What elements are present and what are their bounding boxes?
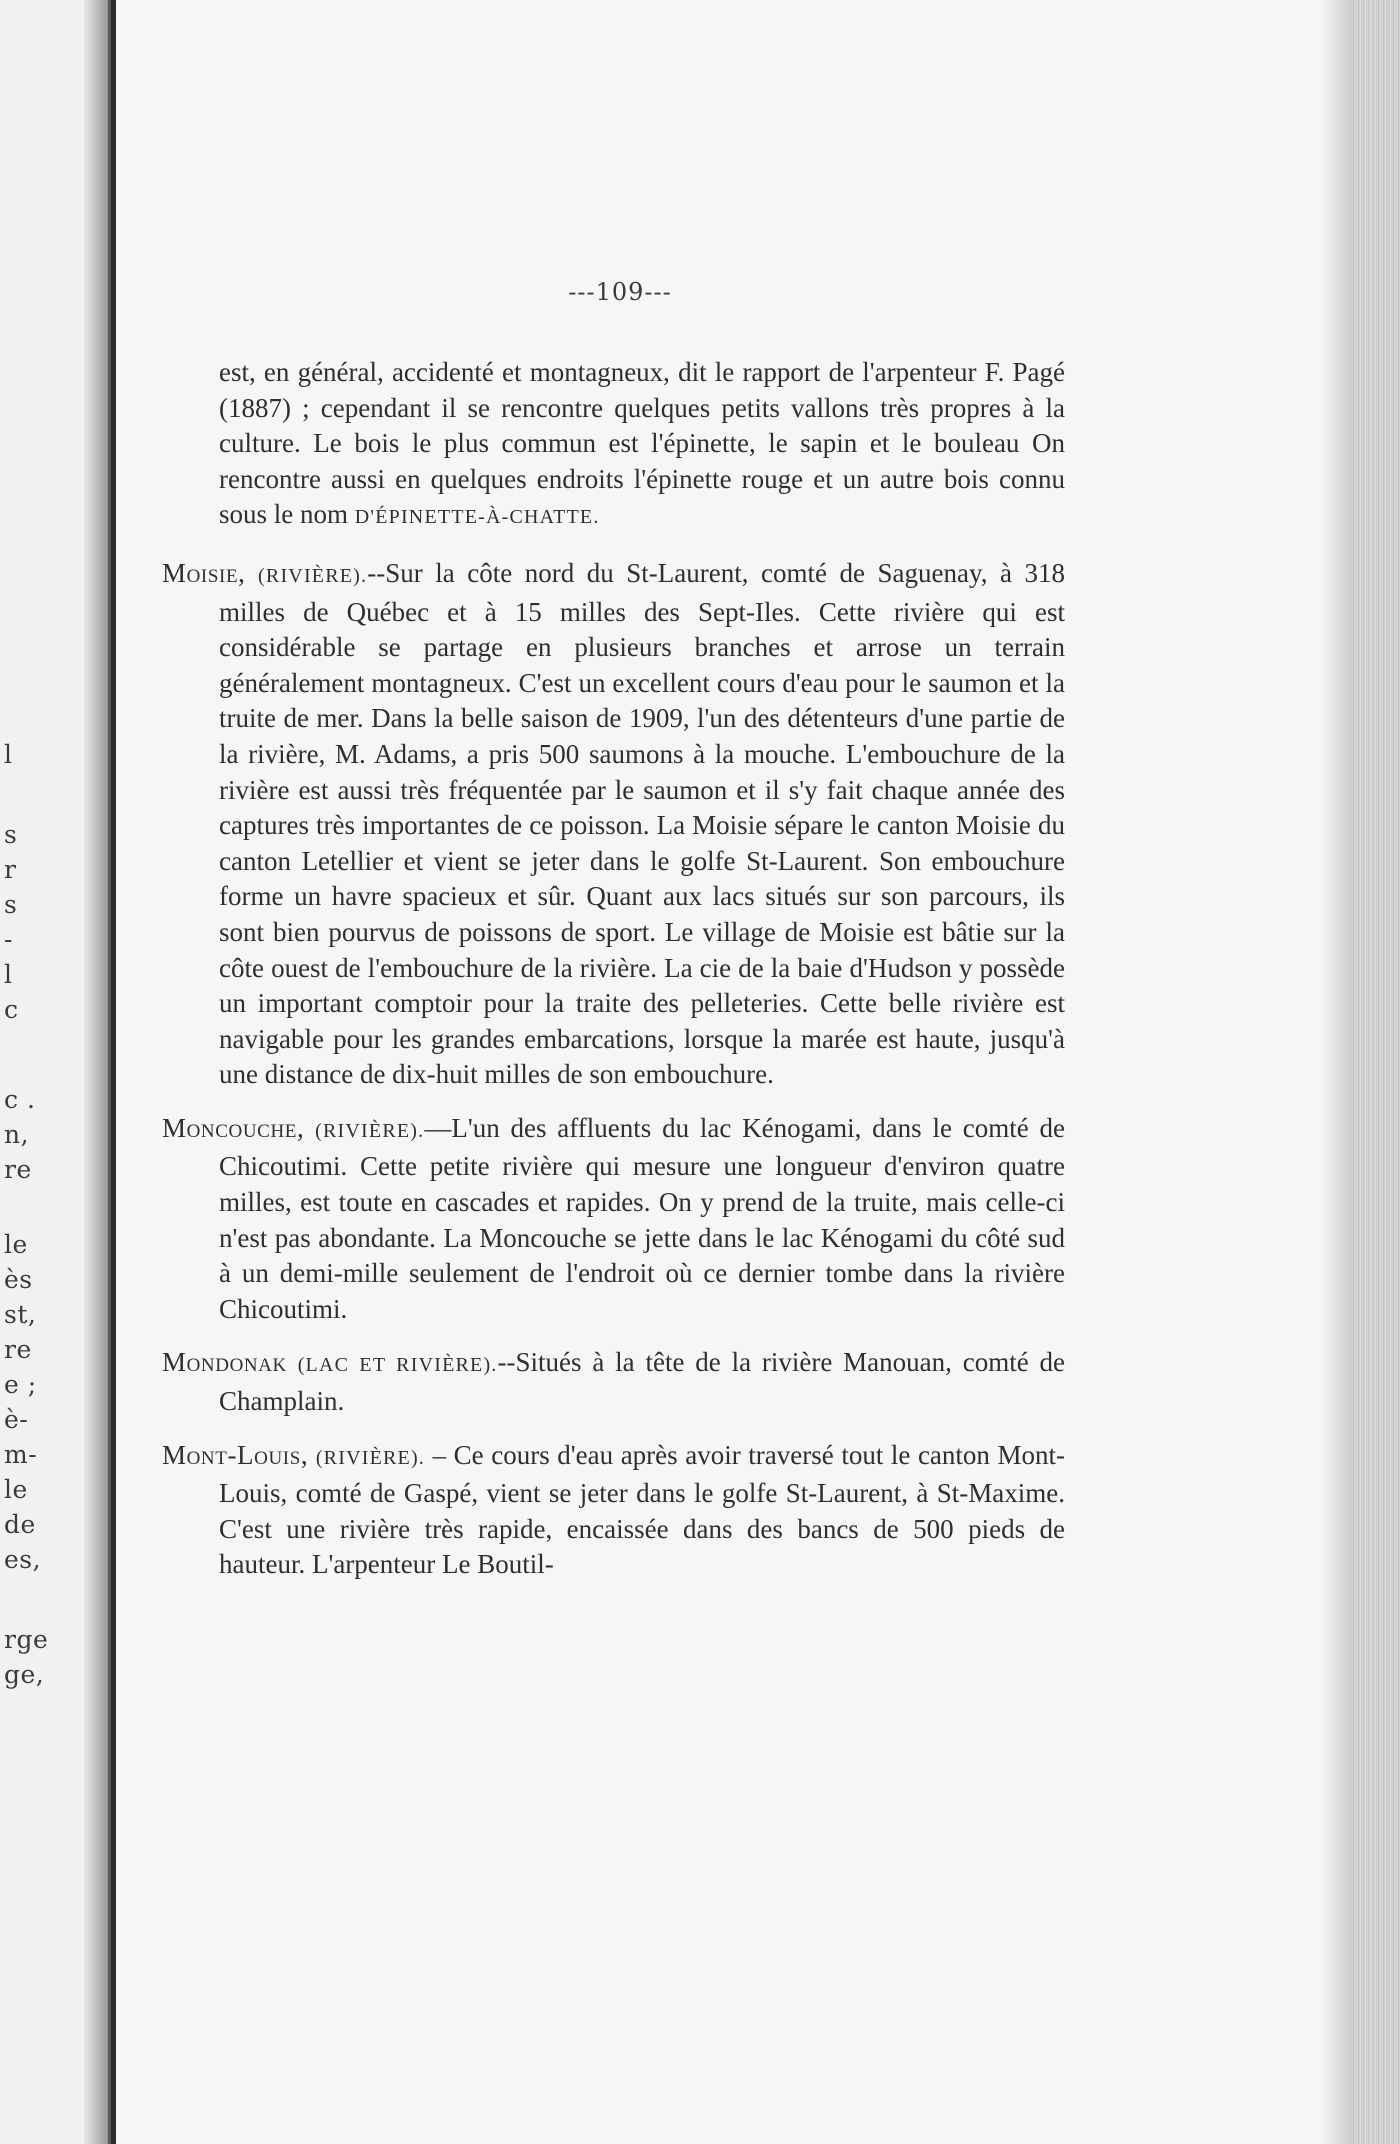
entry-text: —L'un des affluents du lac Kénogami, dans le comté de Chicoutimi. Cette petite rivière qui mesure une longueur d'environ quatre milles, est toute en cascades et rapides. On y prend de la truite, mais celle-ci n'est pas abondante. La Moncouche se jette dans le lac Kénogami du côté sud à un demi-mille seulement de l'endroit où ce dernier tombe dans la rivière Chicoutimi. [219,1112,1065,1324]
left-page-fragment: e ; [4,1370,37,1399]
entry-mondonak [162,1345,1065,1419]
page-number: ---109--- [568,278,672,306]
entry-qualifier: (RIVIÈRE). [315,1119,425,1142]
left-page-edge [0,0,111,2144]
left-page-fragment: st, [4,1300,37,1329]
entry-text: – Ce cours d'eau après avoir traversé tout le canton Mont-Louis, comté de Gaspé, vient se jeter dans le golfe St-Laurent, à St-Maxime. C'est une rivière très rapide, encaissée dans des bancs de 500 pieds de hauteur. L'arpenteur Le Boutil- [219,1439,1065,1580]
left-page-fragment: c . [4,1085,36,1114]
left-page-fragment: re [4,1335,32,1364]
entry-headword: Mont-Louis, [162,1439,309,1470]
left-page-fragment: l [4,740,13,769]
left-page-fragment: r [4,855,17,884]
entry-headword: Moisie, [162,557,246,588]
entry-moisie [162,556,1065,1093]
left-page-fragment: re [4,1155,32,1184]
entry-text: --Situés à la tête de la rivière Manouan, comté de Champlain. [219,1347,1065,1417]
left-page-fragment: m- [4,1440,38,1469]
left-page-fragment: rge [4,1625,49,1654]
continuation-term: D'ÉPINETTE-À-CHATTE. [354,506,600,529]
entry-headword: Moncouche, [162,1112,305,1143]
left-page-fragment: è- [4,1405,29,1434]
entry-mont-louis [162,1438,1065,1583]
left-page-gutter-shadow [84,0,108,2144]
entry-headword: Mondonak [162,1347,287,1378]
page-body [162,328,1065,1601]
continuation-paragraph [162,355,1065,536]
page-edge-shadow [1320,0,1352,2144]
left-page-fragment: l [4,960,13,989]
left-page-fragment: ès [4,1265,33,1294]
entry-qualifier: (RIVIÈRE). [315,1446,426,1469]
left-page-fragment: es, [4,1545,42,1574]
left-page-fragment: de [4,1510,36,1539]
left-page-fragment: n, [4,1120,30,1149]
left-page-fragment: s [4,820,18,849]
page-block-edges [1352,0,1400,2144]
left-page-fragment: le [4,1475,28,1504]
continuation-text: est, en général, accidenté et montagneux, dit le rapport de l'arpenteur F. Pagé (1887) ; cependant il se rencontre quelques petits vallons très propres à la culture. Le bois le plus commun est l'épinette, le sapin et le bouleau On rencontre aussi en quelques endroits l'épinette rouge et un autre bois connu sous le nom [219,357,1065,530]
entry-text: --Sur la côte nord du St-Laurent, comté de Saguenay, à 318 milles de Québec et à 15 milles des Sept-Iles. Cette rivière qui est considérable se partage en plusieurs branches et arrose un terrain généralement montagneux. C'est un excellent cours d'eau pour le saumon et la truite de mer. Dans la belle saison de 1909, l'un des détenteurs d'une partie de la rivière, M. Adams, a pris 500 saumons à la mouche. L'embouchure de la rivière est aussi très fréquentée par le saumon et il s'y fait chaque année des captures très importantes de ce poisson. La Moisie sépare le canton Moisie du canton Letellier et vient se jeter dans le golfe St-Laurent. Son embouchure forme un havre spacieux et sûr. Quant aux lacs situés sur son parcours, ils sont bien pourvus de poissons de sport. Le village de Moisie est bâtie sur la côte ouest de l'embouchure de la rivière. La cie de la baie d'Hudson y possède un important comptoir pour la traite des pelleteries. Cette belle rivière est navigable pour les grandes embarcations, lorsque la marée est haute, jusqu'à une distance de dix-huit milles de son embouchure. [219,557,1065,1090]
left-page-fragment: s [4,890,18,919]
entry-qualifier: (LAC ET RIVIÈRE). [297,1354,498,1377]
left-page-fragment: le [4,1230,28,1259]
entry-qualifier: (RIVIÈRE). [258,564,368,587]
entry-moncouche [162,1111,1065,1328]
left-page-fragment: ge, [4,1660,45,1689]
left-page-fragment: c [4,995,19,1024]
left-page-fragment: - [4,925,13,954]
